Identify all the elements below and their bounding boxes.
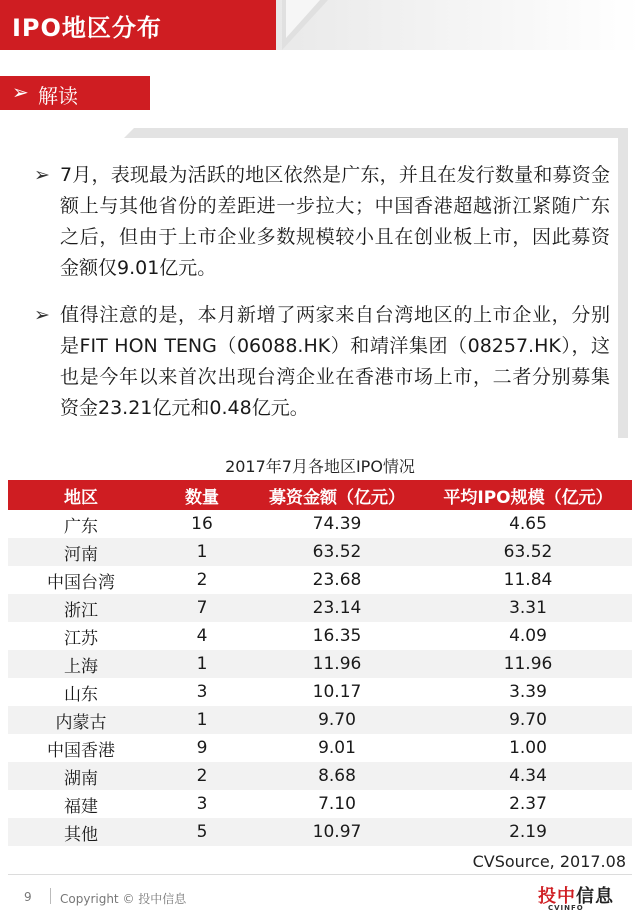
source-note: CVSource, 2017.08: [472, 852, 626, 871]
cell-average: 63.52: [424, 538, 632, 566]
cell-average: 3.31: [424, 594, 632, 622]
cell-count: 3: [154, 678, 250, 706]
cell-count: 16: [154, 510, 250, 538]
table-row: [8, 622, 632, 650]
logo-subtitle: CVINFO: [548, 904, 584, 912]
page-number: 9: [24, 890, 32, 904]
ipo-table: [8, 480, 632, 846]
section-title: 解读: [38, 84, 78, 108]
footer-divider: [8, 874, 632, 875]
cell-amount: 74.39: [250, 510, 424, 538]
cell-average: 1.00: [424, 734, 632, 762]
cell-average: 4.09: [424, 622, 632, 650]
paragraph-text: 值得注意的是，本月新增了两家来自台湾地区的上市企业，分别是FIT HON TENG（06088.HK）和靖洋集团（08257.HK），这也是今年以来首次出现台湾企业在香港市场上市，二者分别募集资金23.21亿元和0.48亿元。: [60, 304, 610, 419]
header-region: 地区: [8, 480, 154, 510]
cell-amount: 8.68: [250, 762, 424, 790]
header-average: 平均IPO规模（亿元）: [424, 480, 632, 510]
cell-amount: 11.96: [250, 650, 424, 678]
table-row: [8, 818, 632, 846]
cell-amount: 7.10: [250, 790, 424, 818]
cell-amount: 10.17: [250, 678, 424, 706]
cell-region: 其他: [8, 818, 154, 846]
cell-count: 3: [154, 790, 250, 818]
table-header-row: [8, 480, 632, 510]
cell-count: 1: [154, 538, 250, 566]
cell-count: 2: [154, 762, 250, 790]
copyright-text: Copyright © 投中信息: [60, 892, 187, 906]
table-row: [8, 510, 632, 538]
table-title: 2017年7月各地区IPO情况: [225, 457, 415, 476]
cell-amount: 23.68: [250, 566, 424, 594]
cell-region: 上海: [8, 650, 154, 678]
header-decoration: [276, 0, 640, 50]
header-bar: [0, 0, 640, 54]
cell-average: 11.96: [424, 650, 632, 678]
bullet-arrow-icon: ➢: [34, 164, 50, 186]
cell-region: 河南: [8, 538, 154, 566]
cell-region: 广东: [8, 510, 154, 538]
cell-amount: 9.70: [250, 706, 424, 734]
table-row: [8, 594, 632, 622]
table-row: [8, 762, 632, 790]
arrow-icon: ➢: [12, 80, 29, 104]
cell-region: 中国台湾: [8, 566, 154, 594]
cell-count: 7: [154, 594, 250, 622]
cell-region: 内蒙古: [8, 706, 154, 734]
paragraph-2: [36, 300, 610, 424]
cell-count: 5: [154, 818, 250, 846]
cell-count: 2: [154, 566, 250, 594]
frame-top-border: [124, 128, 628, 138]
cell-average: 11.84: [424, 566, 632, 594]
cell-region: 福建: [8, 790, 154, 818]
cell-region: 湖南: [8, 762, 154, 790]
table-row: [8, 706, 632, 734]
paragraph-1: [36, 160, 610, 284]
paragraph-text: 7月，表现最为活跃的地区依然是广东，并且在发行数量和募资金额上与其他省份的差距进一步拉大；中国香港超越浙江紧随广东之后，但由于上市企业多数规模较小且在创业板上市，因此募资金额仅9.01亿元。: [60, 164, 610, 279]
cell-count: 1: [154, 706, 250, 734]
table-row: [8, 734, 632, 762]
logo-black-text: 信息: [576, 886, 614, 907]
cell-region: 江苏: [8, 622, 154, 650]
cell-average: 2.37: [424, 790, 632, 818]
title-block: [0, 0, 276, 50]
cell-average: 3.39: [424, 678, 632, 706]
logo-red-text: 投中: [538, 886, 576, 907]
cell-amount: 9.01: [250, 734, 424, 762]
cell-region: 山东: [8, 678, 154, 706]
cell-region: 浙江: [8, 594, 154, 622]
cell-amount: 10.97: [250, 818, 424, 846]
bullet-arrow-icon: ➢: [34, 304, 50, 326]
cell-average: 4.65: [424, 510, 632, 538]
cell-amount: 23.14: [250, 594, 424, 622]
cell-amount: 16.35: [250, 622, 424, 650]
cell-count: 4: [154, 622, 250, 650]
cell-average: 4.34: [424, 762, 632, 790]
cell-amount: 63.52: [250, 538, 424, 566]
frame-corner: [124, 128, 134, 138]
table-row: [8, 790, 632, 818]
page-title: IPO地区分布: [12, 14, 162, 42]
footer-separator: [50, 888, 51, 904]
table-row: [8, 538, 632, 566]
cell-average: 2.19: [424, 818, 632, 846]
header-count: 数量: [154, 480, 250, 510]
cell-average: 9.70: [424, 706, 632, 734]
header-amount: 募资金额（亿元）: [250, 480, 424, 510]
table-row: [8, 678, 632, 706]
cell-count: 9: [154, 734, 250, 762]
table-row: [8, 650, 632, 678]
cell-region: 中国香港: [8, 734, 154, 762]
header-decoration-wedge-light: [286, 0, 320, 38]
section-label: [0, 76, 150, 110]
frame-right-border: [618, 128, 628, 438]
cell-count: 1: [154, 650, 250, 678]
table-row: [8, 566, 632, 594]
